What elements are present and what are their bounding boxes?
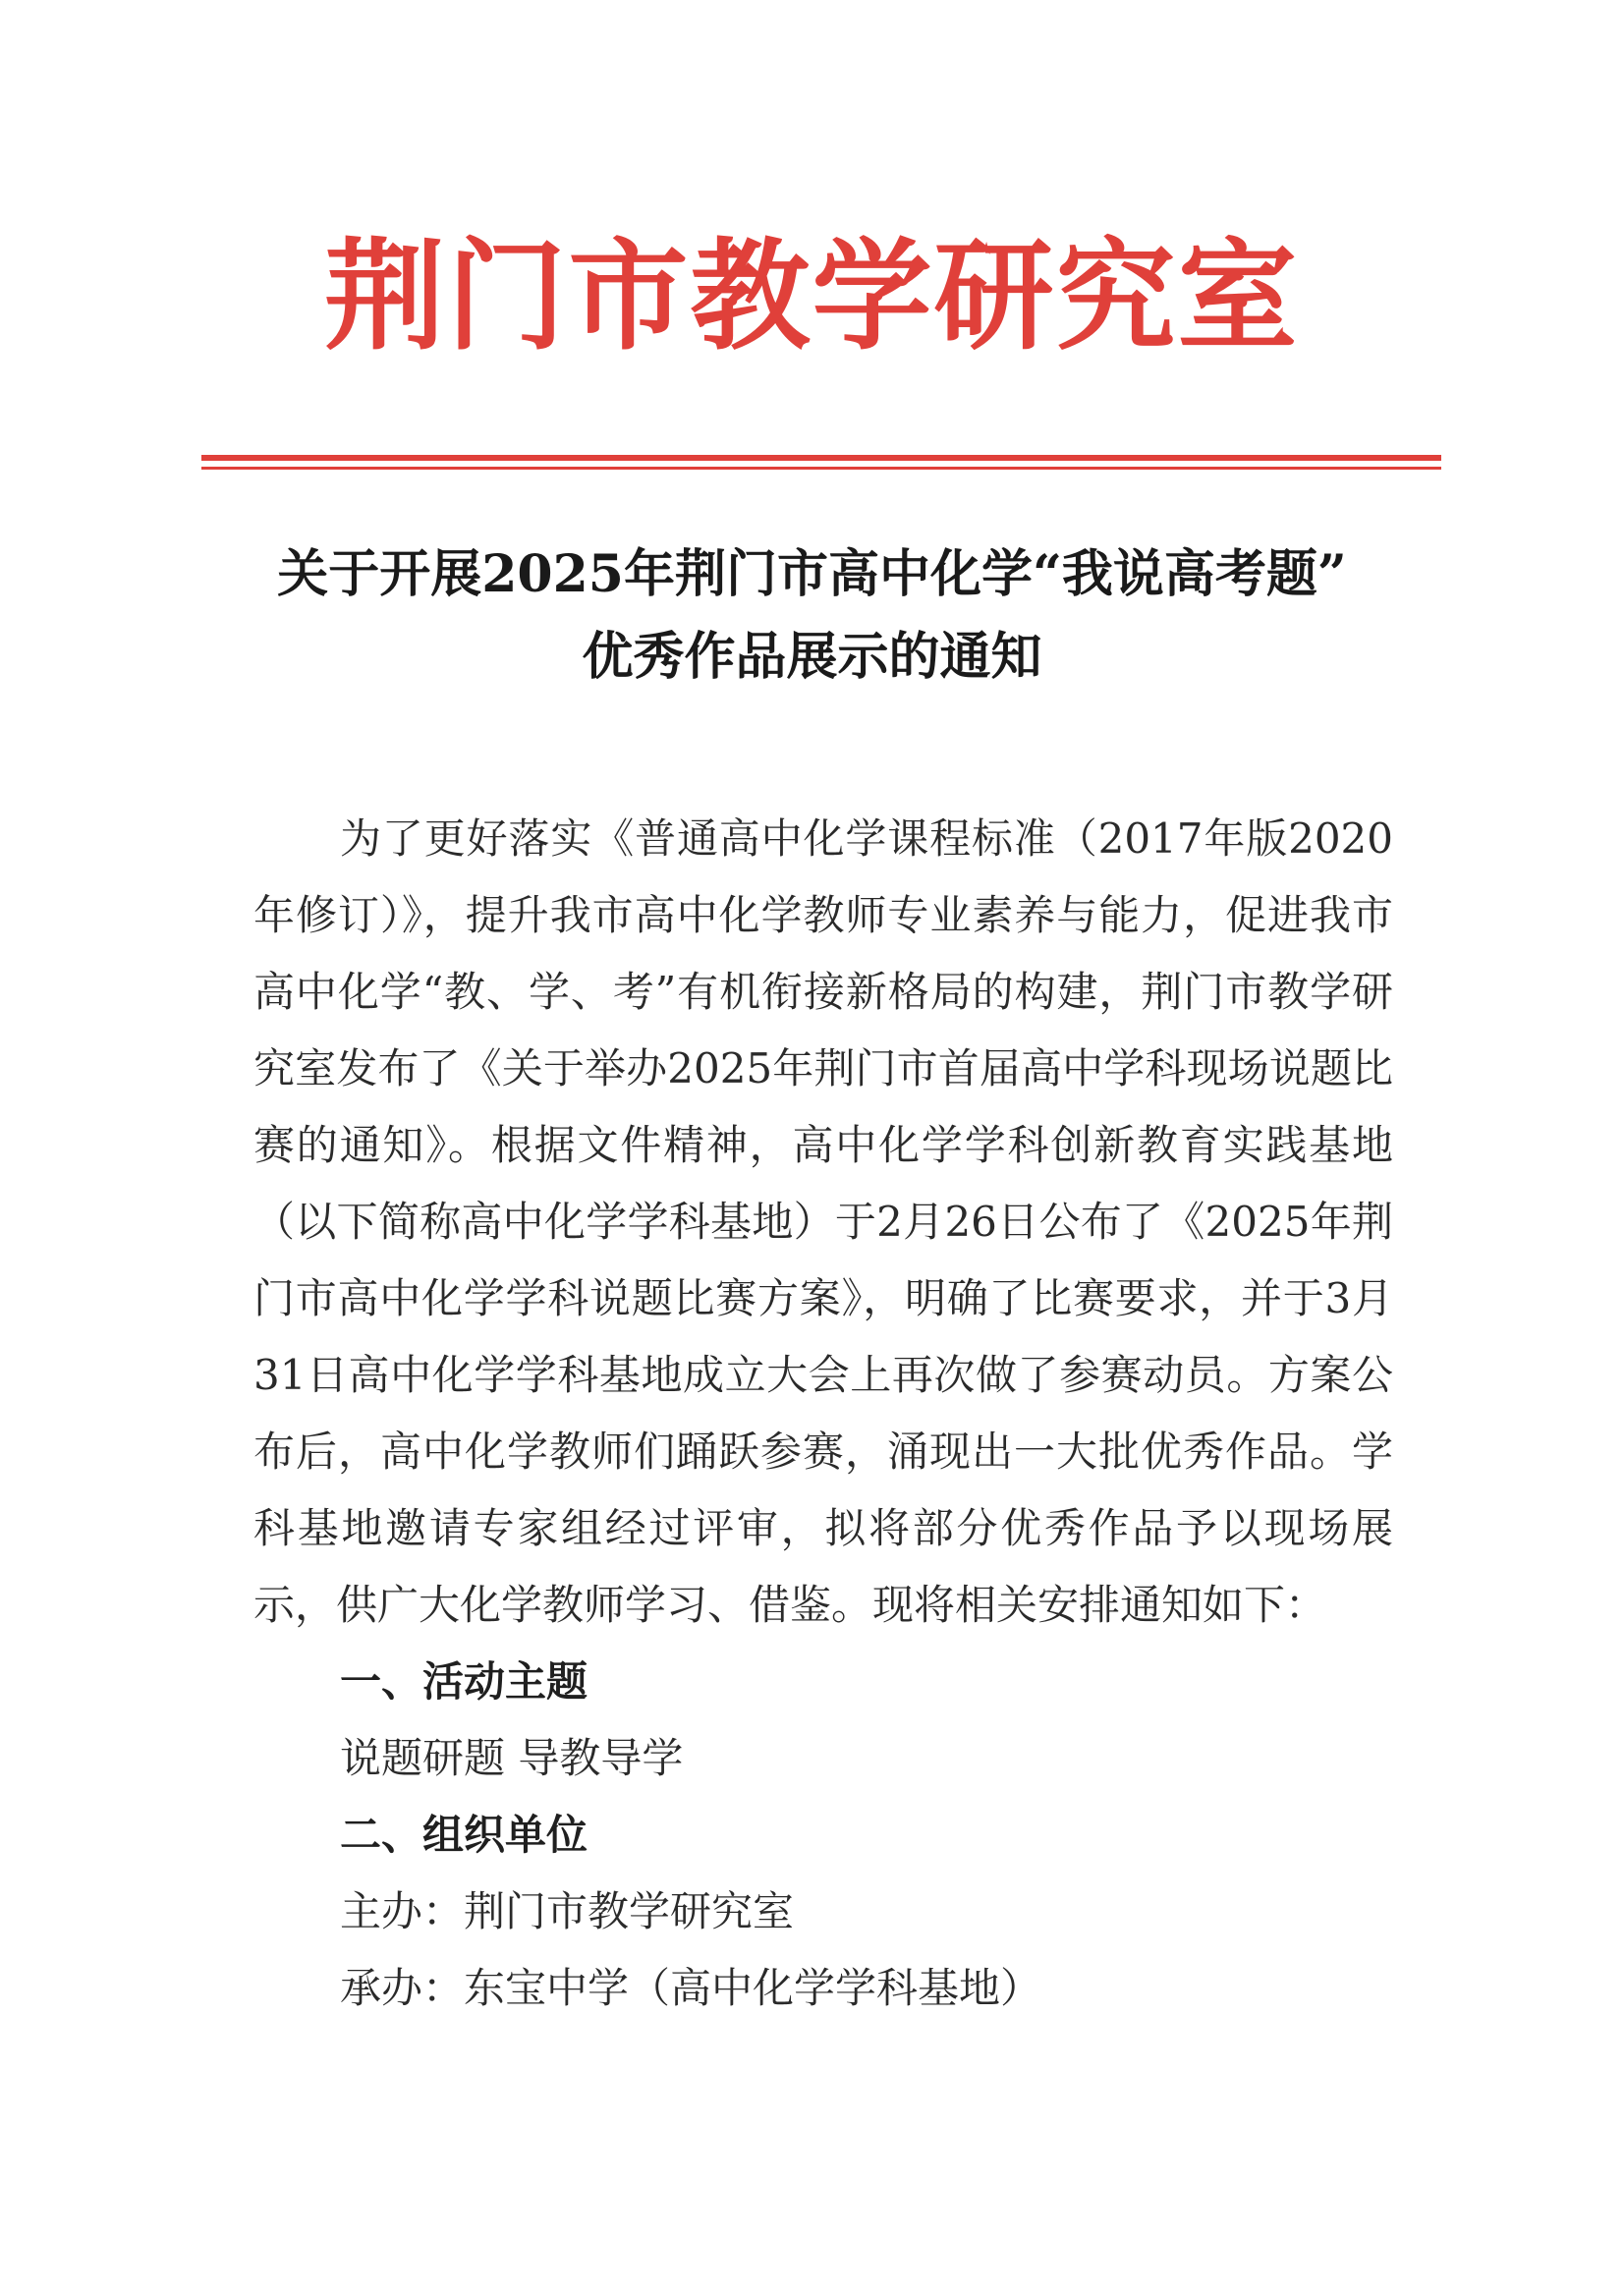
section-organizer-undertaker: 承办：东宝中学（高中化学学科基地） bbox=[340, 1964, 1042, 2012]
document-title-line-2: 优秀作品展示的通知 bbox=[582, 627, 1042, 687]
section-heading-theme: 一、活动主题 bbox=[340, 1657, 588, 1706]
document-body bbox=[253, 801, 1393, 2027]
document-title-line-1: 关于开展2025年荆门市高中化学“我说高考题” bbox=[277, 544, 1347, 604]
section-theme-line: 说题研题 导教导学 bbox=[340, 1734, 684, 1782]
section-organizer-host: 主办：荆门市教学研究室 bbox=[340, 1887, 795, 1935]
section-heading-organizers: 二、组织单位 bbox=[340, 1811, 588, 1859]
document-title bbox=[226, 533, 1398, 699]
letterhead-rule-thick bbox=[201, 455, 1441, 461]
intro-paragraph: 为了更好落实《普通高中化学课程标准（2017年版2020年修订）》，提升我市高中化学教师专业素养与能力，促进我市高中化学“教、学、考”有机衔接新格局的构建，荆门市教学研究室发布了《关于举办2025年荆门市首届高中学科现场说题比赛的通知》。根据文件精神，高中化学学科创新教育实践基地（以下简称高中化学学科基地）于2月26日公布了《2025年荆门市高中化学学科说题比赛方案》，明确了比赛要求，并于3月31日高中化学学科基地成立大会上再次做了参赛动员。方案公布后，高中化学教师们踊跃参赛，涌现出一大批优秀作品。学科基地邀请专家组经过评审，拟将部分优秀作品予以现场展示，供广大化学教师学习、借鉴。现将相关安排通知如下： bbox=[253, 814, 1393, 1629]
letterhead-org-name: 荆门市教学研究室 bbox=[324, 227, 1300, 366]
letterhead-rule-thin bbox=[201, 467, 1441, 470]
